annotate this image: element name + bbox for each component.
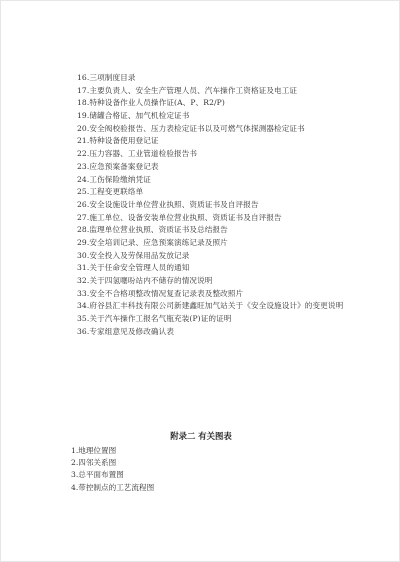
list-item: 1.地理位置图 — [71, 446, 117, 455]
list-item: 30.安全投入及劳保用品发放记录 — [77, 250, 190, 260]
list-item: 18.特种设备作业人员操作证(A、P、R2/P) — [77, 98, 225, 108]
list-item: 4.带控制点的工艺流程图 — [71, 482, 155, 492]
list-item: 19.储罐合格证、加气机检定证书 — [77, 111, 190, 121]
list-item: 36.专家组意见及修改确认表 — [77, 326, 175, 336]
list-item: 35.关于汽车操作工报名气瓶充装(P)证的证明 — [77, 314, 232, 324]
appendix2-list — [71, 445, 154, 494]
list-item: 34.府谷县汇丰科技有限公司新建鑫旺加气站关于《安全设施设计》的变更说明 — [77, 301, 344, 311]
list-item: 25.工程变更联络单 — [77, 187, 144, 197]
list-item: 26.安全设施设计单位营业执照、资质证书及自评报告 — [77, 199, 259, 209]
list-item: 16.三项制度目录 — [77, 73, 136, 82]
list-item: 23.应急预案备案登记表 — [77, 161, 159, 171]
list-item: 3.总平面布置图 — [71, 470, 124, 480]
list-item: 20.安全阀校验报告、压力表检定证书以及可燃气体探测器检定证书 — [77, 123, 305, 133]
list-item: 24.工伤保险缴纳凭证 — [77, 174, 151, 184]
list-item: 21.特种设备使用登记证 — [77, 136, 159, 146]
list-item: 17.主要负责人、安全生产管理人员、汽车操作工资格证及电工证 — [77, 85, 298, 95]
list-item: 27.施工单位、设备安装单位营业执照、资质证书及自评报告 — [77, 212, 282, 222]
list-item: 32.关于四氢噻吩站内不储存的情况说明 — [77, 276, 213, 285]
list-item: 29.安全培训记录、应急预案演练记录及照片 — [77, 237, 228, 247]
appendix1-list — [77, 72, 343, 338]
list-item: 2.四邻关系图 — [71, 458, 117, 468]
list-item: 33.安全不合格项整改情况复查记录表及整改照片 — [77, 288, 244, 298]
list-item: 28.监理单位营业执照、资质证书及总结报告 — [77, 225, 228, 235]
list-item: 31.关于任命安全管理人员的通知 — [77, 263, 190, 273]
appendix2-heading: 附录二 有关图表 — [170, 431, 232, 441]
list-item: 22.压力容器、工业管道检验报告书 — [77, 149, 198, 159]
